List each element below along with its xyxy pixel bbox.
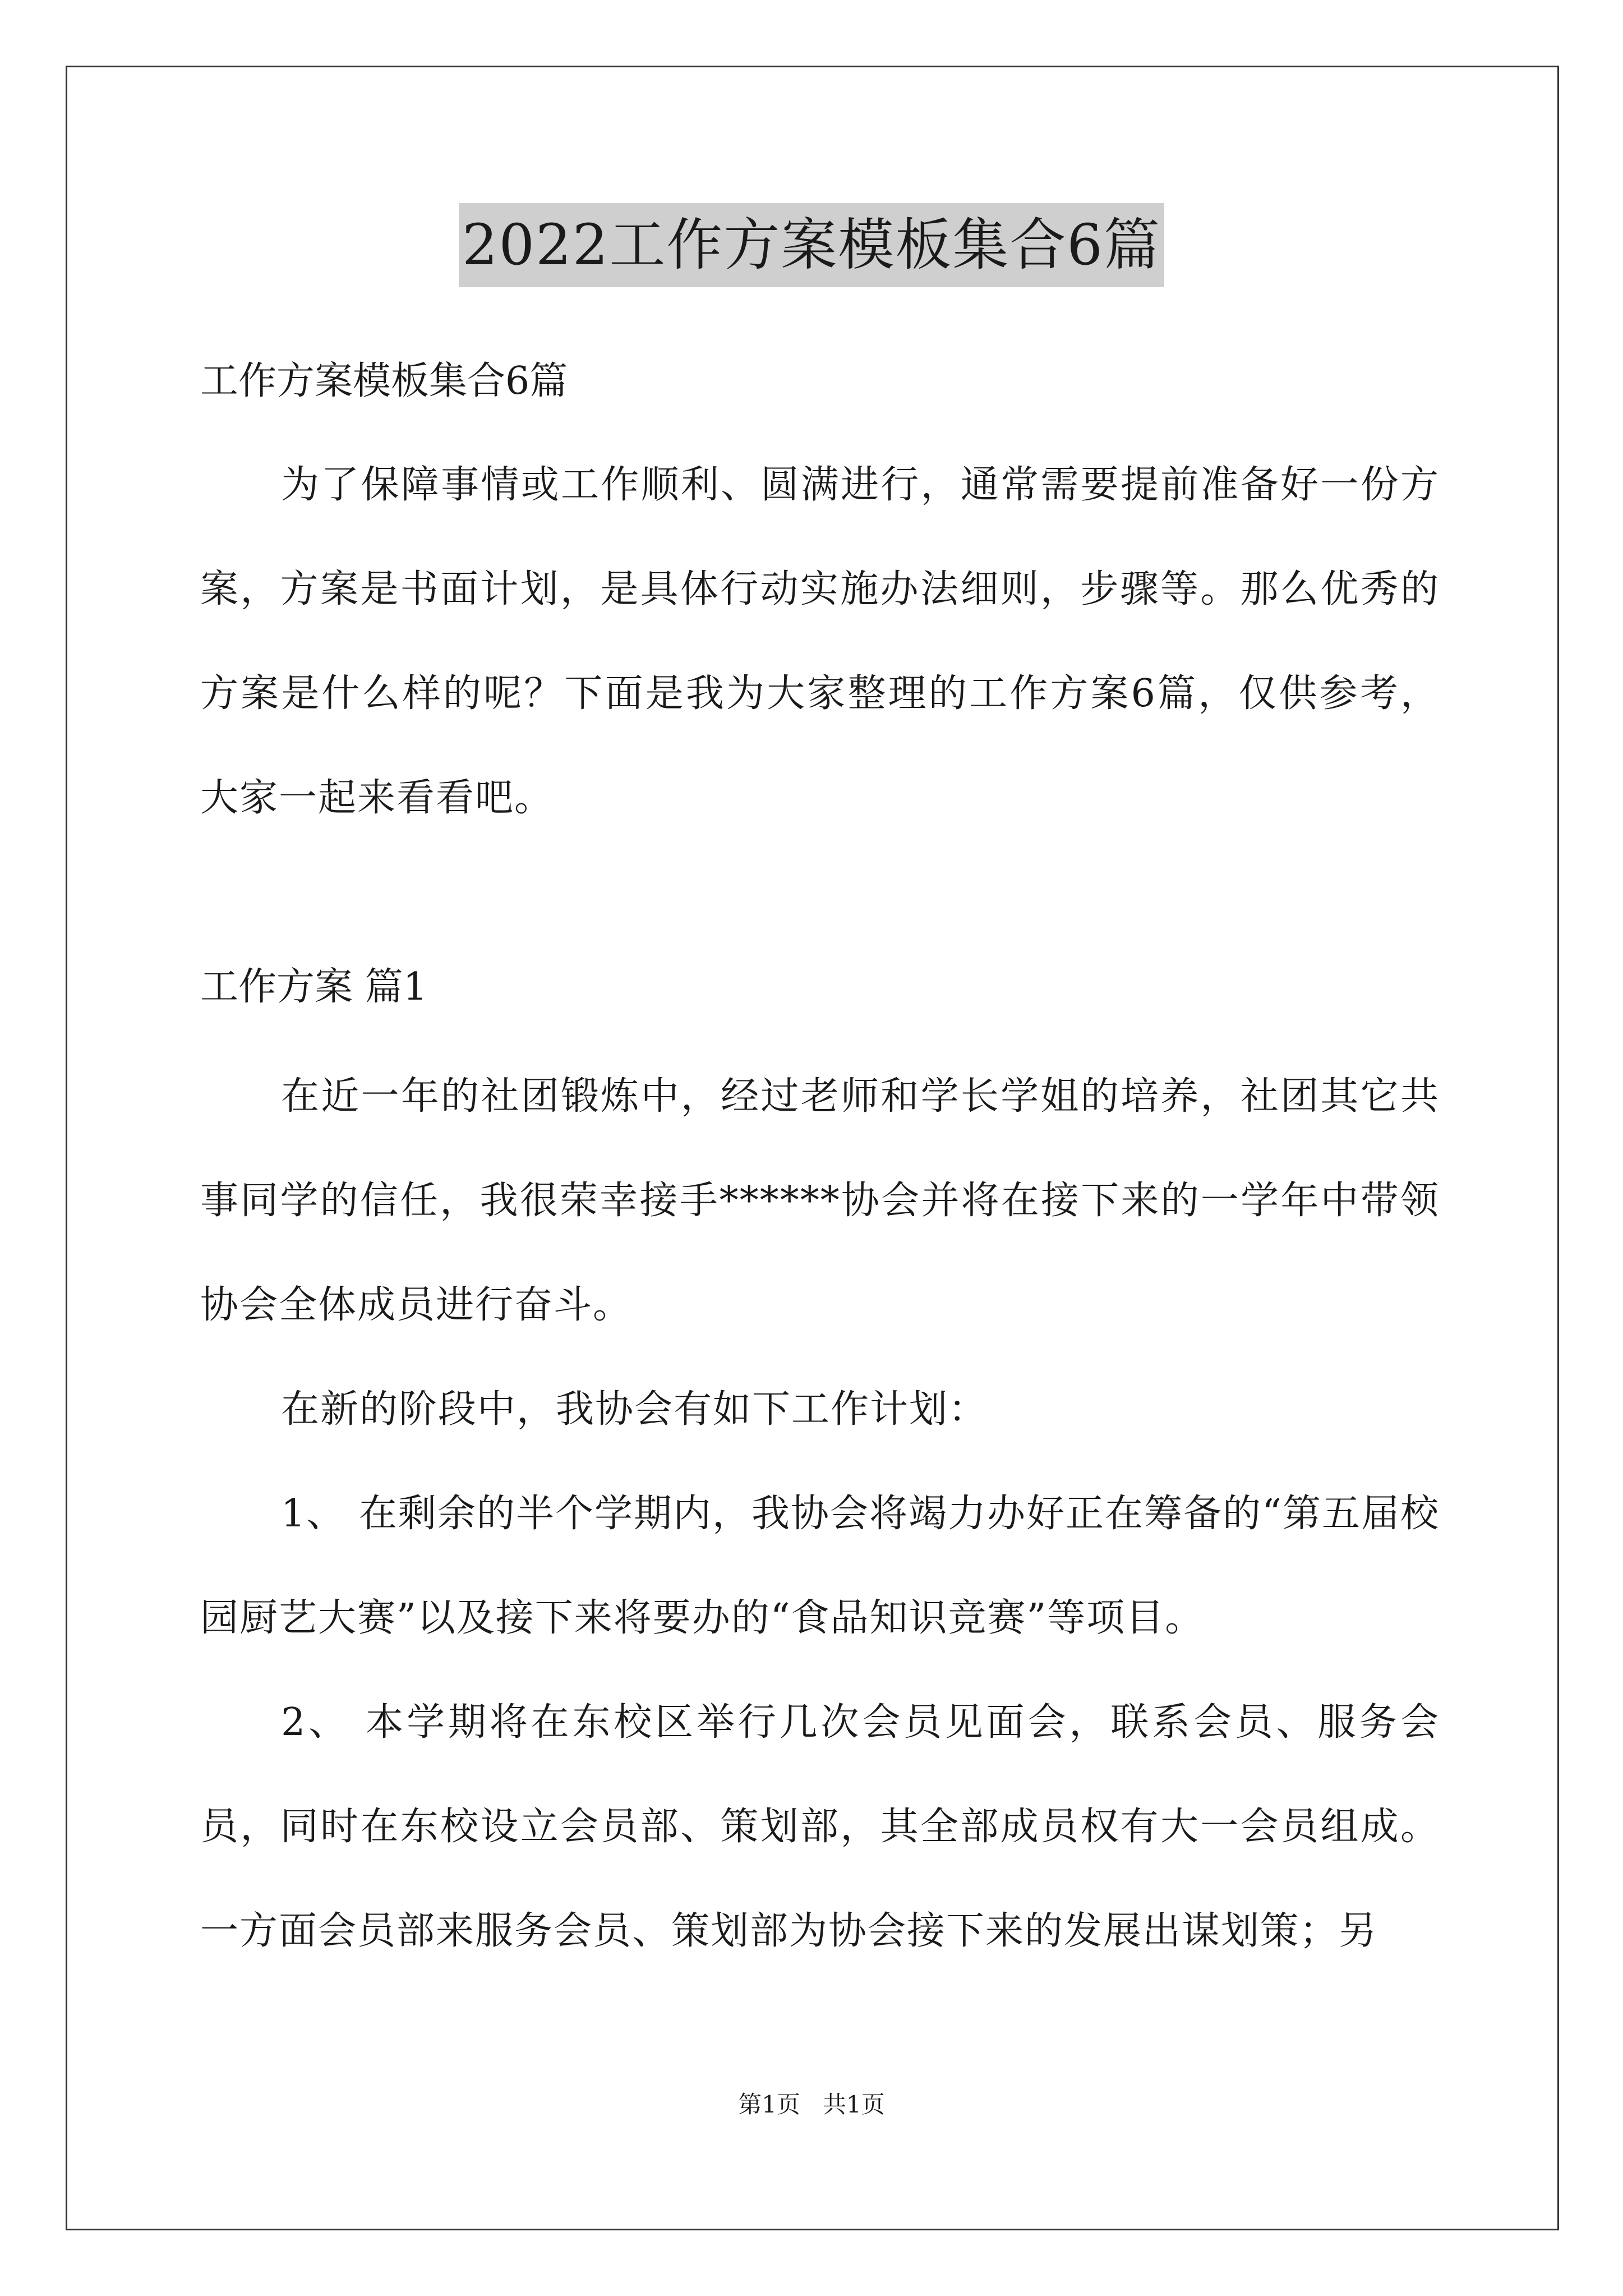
list-item-paragraph: 2、 本学期将在东校区举行几次会员见面会，联系会员、服务会员，同时在东校设立会员部、策划部，其全部成员权有大一会员组成。一方面会员部来服务会员、策划部为协会接下来的发展出谋划策；另 <box>200 1700 1440 1953</box>
document-title: 2022工作方案模板集合6篇 <box>459 203 1164 287</box>
intro-paragraph: 为了保障事情或工作顺利、圆满进行，通常需要提前准备好一份方案，方案是书面计划，是具体行动实施办法细则，步骤等。那么优秀的方案是什么样的呢？下面是我为大家整理的工作方案6篇，仅供参考，大家一起来看看吧。 <box>200 463 1440 820</box>
document-body <box>200 342 1440 1984</box>
body-paragraph: 在新的阶段中，我协会有如下工作计划： <box>281 1387 988 1432</box>
document-subtitle: 工作方案模板集合6篇 <box>200 359 568 403</box>
list-item-paragraph: 1、 在剩余的半个学期内，我协会将竭力办好正在筹备的“第五届校园厨艺大赛”以及接下来将要办的“食品知识竞赛”等项目。 <box>200 1492 1440 1640</box>
page-footer: 第1页 共1页 <box>738 2091 885 2118</box>
body-paragraph: 在近一年的社团锻炼中，经过老师和学长学姐的培养，社团其它共事同学的信任，我很荣幸接手******协会并将在接下来的一学年中带领协会全体成员进行奋斗。 <box>200 1074 1440 1327</box>
title-container <box>0 203 1623 287</box>
section-heading: 工作方案 篇1 <box>200 965 427 1009</box>
